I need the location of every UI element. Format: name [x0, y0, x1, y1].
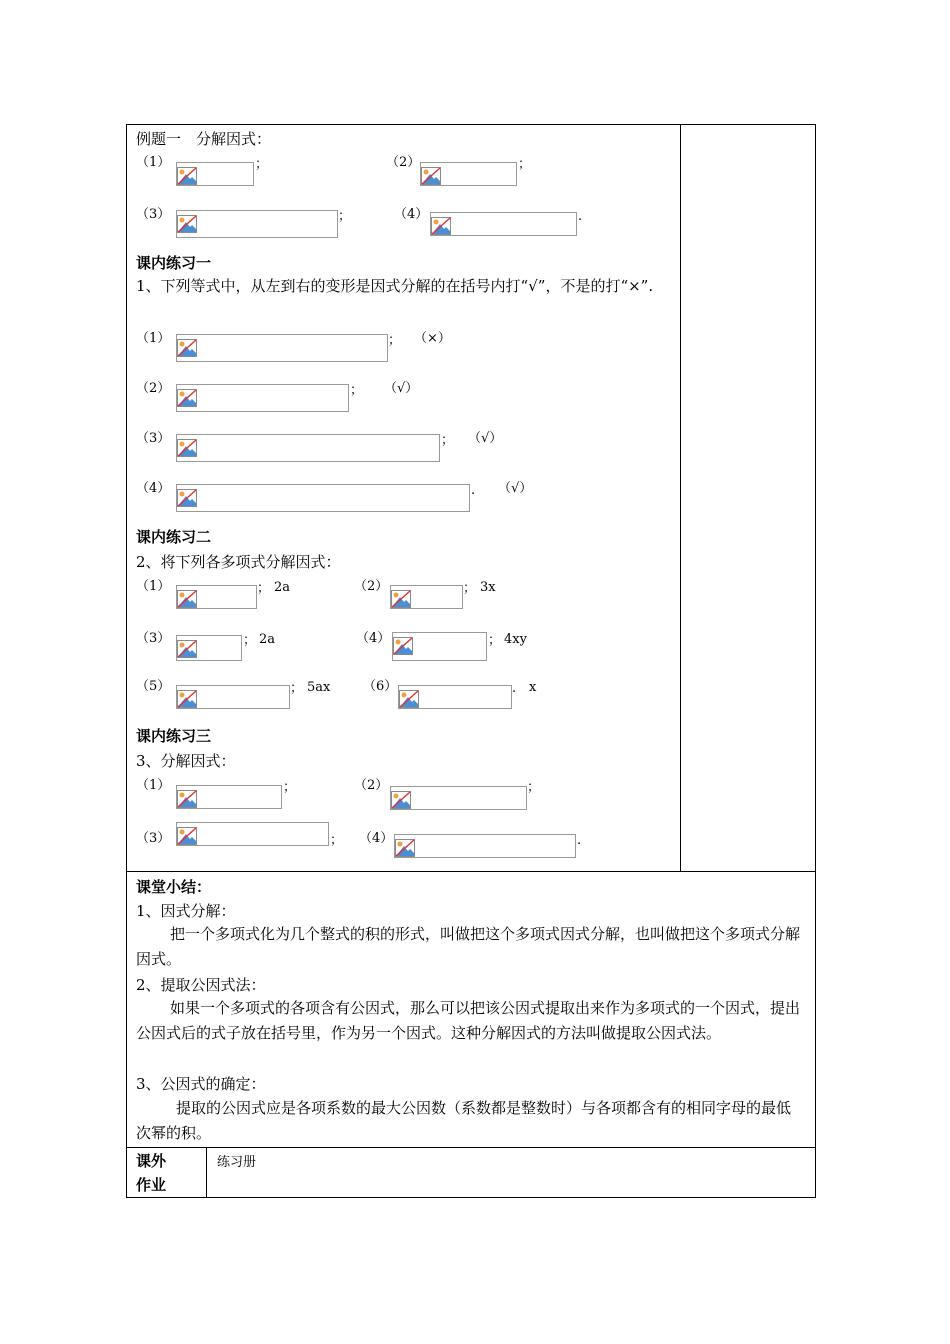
broken-image-icon: [177, 389, 197, 407]
broken-image-icon: [421, 167, 441, 185]
formula-image: [176, 210, 338, 238]
homework-label: 课外: [136, 1152, 167, 1170]
item-number: （3）: [136, 431, 171, 446]
item-punct: .: [512, 681, 517, 696]
item-punct: ；: [463, 581, 477, 596]
table-border-right: [815, 124, 816, 1198]
item-punct: ；: [257, 581, 271, 596]
item-punct: ；: [243, 633, 257, 648]
item-punct: ；: [488, 633, 502, 648]
formula-image: [430, 212, 577, 236]
formula-image: [176, 334, 388, 362]
item-number: （1）: [136, 579, 171, 594]
table-border-bottom: [126, 1197, 816, 1198]
answer-text: x: [529, 680, 537, 695]
item-punct: ；: [283, 780, 297, 795]
item-punct: ；: [255, 157, 269, 172]
question-text: 1、下列等式中，从左到右的变形是因式分解的在括号内打“√”，不是的打“×”.: [136, 277, 654, 295]
item-punct: .: [577, 833, 582, 848]
item-number: （3）: [136, 831, 171, 846]
answer-mark: （√）: [384, 381, 419, 396]
formula-image: [390, 585, 463, 609]
item-punct: ；: [290, 681, 304, 696]
summary-point-title: 1、因式分解：: [136, 902, 236, 920]
broken-image-icon: [177, 690, 197, 708]
item-number: （4）: [394, 207, 429, 222]
item-number: （2）: [136, 381, 171, 396]
formula-image: [176, 685, 290, 709]
table-border-left: [126, 124, 127, 1198]
broken-image-icon: [177, 215, 197, 233]
item-punct: ；: [441, 433, 455, 448]
formula-image: [176, 635, 242, 661]
item-punct: ；: [338, 209, 352, 224]
broken-image-icon: [391, 791, 411, 809]
item-punct: ；: [330, 833, 344, 848]
homework-divider: [206, 1147, 207, 1197]
broken-image-icon: [177, 489, 197, 507]
broken-image-icon: [431, 217, 451, 235]
example-title: 例题一 分解因式：: [136, 130, 272, 148]
summary-point-body: 如果一个多项式的各项含有公因式，那么可以把该公因式提取出来作为多项式的一个因式，提出公因式后的式子放在括号里，作为另一个因式。这种分解因式的方法叫做提取公因式法。: [136, 999, 801, 1042]
section-heading: 课内练习三: [136, 727, 212, 745]
broken-image-icon: [393, 637, 413, 655]
item-number: （4）: [356, 631, 391, 646]
broken-image-icon: [177, 827, 197, 845]
broken-image-icon: [399, 690, 419, 708]
homework-content: 练习册: [217, 1155, 257, 1170]
item-number: （2）: [354, 579, 389, 594]
item-number: （4）: [359, 831, 394, 846]
answer-text: 5ax: [307, 680, 331, 695]
broken-image-icon: [177, 439, 197, 457]
item-number: （6）: [363, 679, 398, 694]
formula-image: [176, 822, 329, 846]
item-number: （5）: [136, 679, 171, 694]
item-number: （3）: [136, 631, 171, 646]
item-number: （1）: [136, 778, 171, 793]
broken-image-icon: [391, 590, 411, 608]
answer-mark: （√）: [468, 431, 503, 446]
formula-image: [176, 162, 254, 186]
item-number: （2）: [354, 778, 389, 793]
broken-image-icon: [177, 590, 197, 608]
summary-heading: 课堂小结：: [136, 878, 212, 896]
broken-image-icon: [177, 640, 197, 658]
formula-image: [176, 484, 470, 512]
summary-point-title: 3、公因式的确定：: [136, 1075, 266, 1093]
formula-image: [176, 585, 257, 609]
column-divider: [680, 124, 681, 872]
broken-image-icon: [395, 839, 415, 857]
formula-image: [394, 834, 576, 858]
answer-text: 2a: [274, 580, 291, 595]
broken-image-icon: [177, 339, 197, 357]
item-punct: .: [471, 483, 476, 498]
row-divider-summary: [126, 871, 816, 872]
formula-image: [392, 632, 487, 661]
item-number: （1）: [136, 331, 171, 346]
item-punct: ；: [518, 157, 532, 172]
summary-point-body: 把一个多项式化为几个整式的积的形式，叫做把这个多项式因式分解，也叫做把这个多项式分解因式。: [136, 925, 801, 968]
question-text: 2、将下列各多项式分解因式：: [136, 553, 341, 571]
question-text: 3、分解因式：: [136, 752, 236, 770]
item-punct: ；: [350, 383, 364, 398]
formula-image: [176, 785, 282, 809]
formula-image: [398, 685, 512, 709]
answer-text: 2a: [259, 632, 276, 647]
broken-image-icon: [177, 790, 197, 808]
answer-mark: （×）: [414, 331, 451, 346]
summary-point-title: 2、提取公因式法：: [136, 976, 266, 994]
formula-image: [176, 384, 349, 412]
section-heading: 课内练习一: [136, 254, 212, 272]
item-number: （4）: [136, 481, 171, 496]
item-punct: ；: [527, 780, 541, 795]
table-border-top: [126, 124, 816, 125]
answer-text: 4xy: [504, 632, 527, 647]
broken-image-icon: [177, 167, 197, 185]
item-number: （2）: [386, 155, 421, 170]
formula-image: [420, 162, 517, 186]
item-punct: .: [578, 209, 583, 224]
row-divider-homework: [126, 1147, 816, 1148]
section-heading: 课内练习二: [136, 528, 212, 546]
answer-text: 3x: [480, 580, 496, 595]
item-number: （1）: [136, 155, 171, 170]
item-punct: ；: [388, 333, 402, 348]
answer-mark: （√）: [498, 481, 533, 496]
homework-label: 作业: [136, 1176, 167, 1194]
formula-image: [390, 786, 527, 810]
summary-point-body: 提取的公因式应是各项系数的最大公因数（系数都是整数时）与各项都含有的相同字母的最低次幂的积。: [136, 1099, 792, 1142]
formula-image: [176, 434, 440, 462]
item-number: （3）: [136, 207, 171, 222]
